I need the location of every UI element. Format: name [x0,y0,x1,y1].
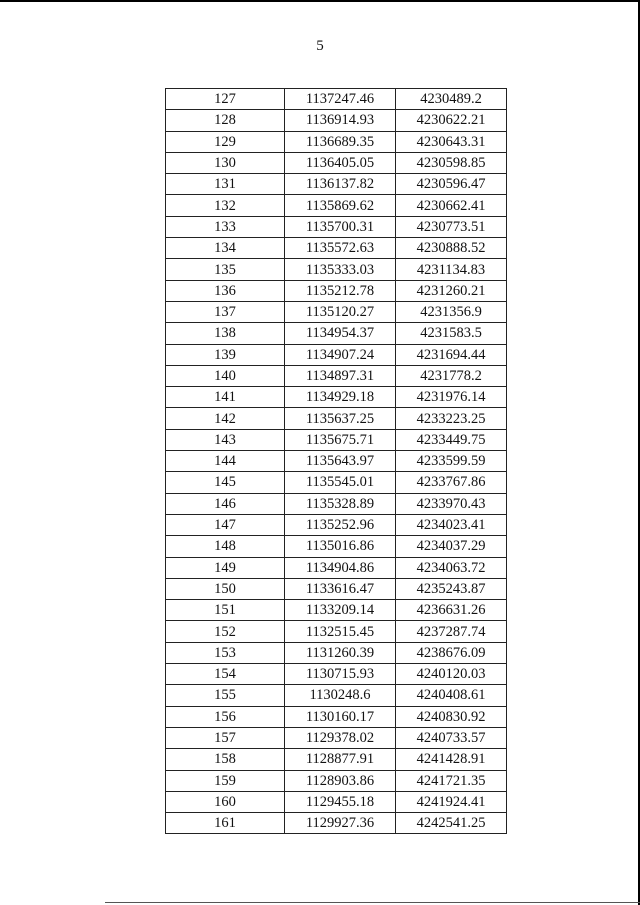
y-coordinate-cell: 4234037.29 [396,536,507,557]
table-row [166,238,507,259]
y-coordinate-cell: 4234063.72 [396,557,507,578]
table-row [166,195,507,216]
table-row [166,600,507,621]
x-coordinate-cell: 1136689.35 [285,131,396,152]
y-coordinate-cell: 4230489.2 [396,89,507,110]
point-number-cell: 157 [166,727,285,748]
y-coordinate-cell: 4233970.43 [396,493,507,514]
table-row [166,536,507,557]
point-number-cell: 136 [166,280,285,301]
y-coordinate-cell: 4231134.83 [396,259,507,280]
y-coordinate-cell: 4233767.86 [396,472,507,493]
coordinates-table-body [166,89,507,834]
x-coordinate-cell: 1132515.45 [285,621,396,642]
table-row [166,664,507,685]
y-coordinate-cell: 4230643.31 [396,131,507,152]
x-coordinate-cell: 1134904.86 [285,557,396,578]
table-row [166,89,507,110]
point-number-cell: 135 [166,259,285,280]
point-number-cell: 134 [166,238,285,259]
y-coordinate-cell: 4230662.41 [396,195,507,216]
point-number-cell: 149 [166,557,285,578]
y-coordinate-cell: 4230596.47 [396,174,507,195]
x-coordinate-cell: 1130160.17 [285,706,396,727]
y-coordinate-cell: 4231356.9 [396,301,507,322]
x-coordinate-cell: 1128903.86 [285,770,396,791]
x-coordinate-cell: 1134954.37 [285,323,396,344]
point-number-cell: 153 [166,642,285,663]
y-coordinate-cell: 4231778.2 [396,365,507,386]
y-coordinate-cell: 4240830.92 [396,706,507,727]
table-row [166,323,507,344]
point-number-cell: 155 [166,685,285,706]
y-coordinate-cell: 4231260.21 [396,280,507,301]
x-coordinate-cell: 1134897.31 [285,365,396,386]
point-number-cell: 145 [166,472,285,493]
page-border-top [0,0,640,2]
x-coordinate-cell: 1135869.62 [285,195,396,216]
page-border-bottom [105,902,640,903]
y-coordinate-cell: 4238676.09 [396,642,507,663]
y-coordinate-cell: 4231583.5 [396,323,507,344]
x-coordinate-cell: 1135545.01 [285,472,396,493]
table-row [166,685,507,706]
table-row [166,152,507,173]
y-coordinate-cell: 4233223.25 [396,408,507,429]
point-number-cell: 128 [166,110,285,131]
x-coordinate-cell: 1134929.18 [285,387,396,408]
table-row [166,301,507,322]
x-coordinate-cell: 1131260.39 [285,642,396,663]
y-coordinate-cell: 4231694.44 [396,344,507,365]
table-row [166,493,507,514]
y-coordinate-cell: 4230888.52 [396,238,507,259]
y-coordinate-cell: 4241721.35 [396,770,507,791]
point-number-cell: 148 [166,536,285,557]
table-row [166,472,507,493]
point-number-cell: 147 [166,514,285,535]
point-number-cell: 139 [166,344,285,365]
table-row [166,557,507,578]
y-coordinate-cell: 4230773.51 [396,216,507,237]
point-number-cell: 137 [166,301,285,322]
y-coordinate-cell: 4242541.25 [396,813,507,834]
table-row [166,110,507,131]
page-number: 5 [316,38,324,54]
point-number-cell: 160 [166,791,285,812]
point-number-cell: 129 [166,131,285,152]
y-coordinate-cell: 4241428.91 [396,749,507,770]
x-coordinate-cell: 1135675.71 [285,429,396,450]
point-number-cell: 138 [166,323,285,344]
table-row [166,387,507,408]
x-coordinate-cell: 1135700.31 [285,216,396,237]
point-number-cell: 159 [166,770,285,791]
table-row [166,174,507,195]
point-number-cell: 144 [166,451,285,472]
point-number-cell: 161 [166,813,285,834]
table-row [166,621,507,642]
x-coordinate-cell: 1130715.93 [285,664,396,685]
y-coordinate-cell: 4233449.75 [396,429,507,450]
table-row [166,429,507,450]
point-number-cell: 152 [166,621,285,642]
x-coordinate-cell: 1136137.82 [285,174,396,195]
y-coordinate-cell: 4231976.14 [396,387,507,408]
table-row [166,791,507,812]
point-number-cell: 141 [166,387,285,408]
x-coordinate-cell: 1137247.46 [285,89,396,110]
point-number-cell: 146 [166,493,285,514]
point-number-cell: 154 [166,664,285,685]
table-row [166,131,507,152]
point-number-cell: 156 [166,706,285,727]
table-row [166,706,507,727]
x-coordinate-cell: 1136405.05 [285,152,396,173]
table-row [166,344,507,365]
x-coordinate-cell: 1135637.25 [285,408,396,429]
x-coordinate-cell: 1135572.63 [285,238,396,259]
x-coordinate-cell: 1133616.47 [285,578,396,599]
x-coordinate-cell: 1135643.97 [285,451,396,472]
y-coordinate-cell: 4236631.26 [396,600,507,621]
table-row [166,408,507,429]
x-coordinate-cell: 1130248.6 [285,685,396,706]
y-coordinate-cell: 4240408.61 [396,685,507,706]
x-coordinate-cell: 1135333.03 [285,259,396,280]
table-row [166,259,507,280]
point-number-cell: 150 [166,578,285,599]
x-coordinate-cell: 1135252.96 [285,514,396,535]
x-coordinate-cell: 1128877.91 [285,749,396,770]
point-number-cell: 133 [166,216,285,237]
x-coordinate-cell: 1135016.86 [285,536,396,557]
coordinates-table [165,88,507,834]
point-number-cell: 151 [166,600,285,621]
x-coordinate-cell: 1135120.27 [285,301,396,322]
table-row [166,770,507,791]
y-coordinate-cell: 4230622.21 [396,110,507,131]
x-coordinate-cell: 1129927.36 [285,813,396,834]
x-coordinate-cell: 1136914.93 [285,110,396,131]
x-coordinate-cell: 1133209.14 [285,600,396,621]
point-number-cell: 127 [166,89,285,110]
table-row [166,365,507,386]
x-coordinate-cell: 1135212.78 [285,280,396,301]
table-row [166,813,507,834]
point-number-cell: 140 [166,365,285,386]
table-row [166,451,507,472]
point-number-cell: 158 [166,749,285,770]
table-row [166,280,507,301]
table-row [166,514,507,535]
x-coordinate-cell: 1129378.02 [285,727,396,748]
table-row [166,578,507,599]
point-number-cell: 142 [166,408,285,429]
point-number-cell: 143 [166,429,285,450]
point-number-cell: 132 [166,195,285,216]
y-coordinate-cell: 4235243.87 [396,578,507,599]
y-coordinate-cell: 4233599.59 [396,451,507,472]
point-number-cell: 131 [166,174,285,195]
y-coordinate-cell: 4237287.74 [396,621,507,642]
table-row [166,642,507,663]
point-number-cell: 130 [166,152,285,173]
table-row [166,216,507,237]
y-coordinate-cell: 4234023.41 [396,514,507,535]
y-coordinate-cell: 4230598.85 [396,152,507,173]
y-coordinate-cell: 4241924.41 [396,791,507,812]
table-row [166,727,507,748]
x-coordinate-cell: 1135328.89 [285,493,396,514]
table-row [166,749,507,770]
x-coordinate-cell: 1129455.18 [285,791,396,812]
y-coordinate-cell: 4240733.57 [396,727,507,748]
y-coordinate-cell: 4240120.03 [396,664,507,685]
x-coordinate-cell: 1134907.24 [285,344,396,365]
